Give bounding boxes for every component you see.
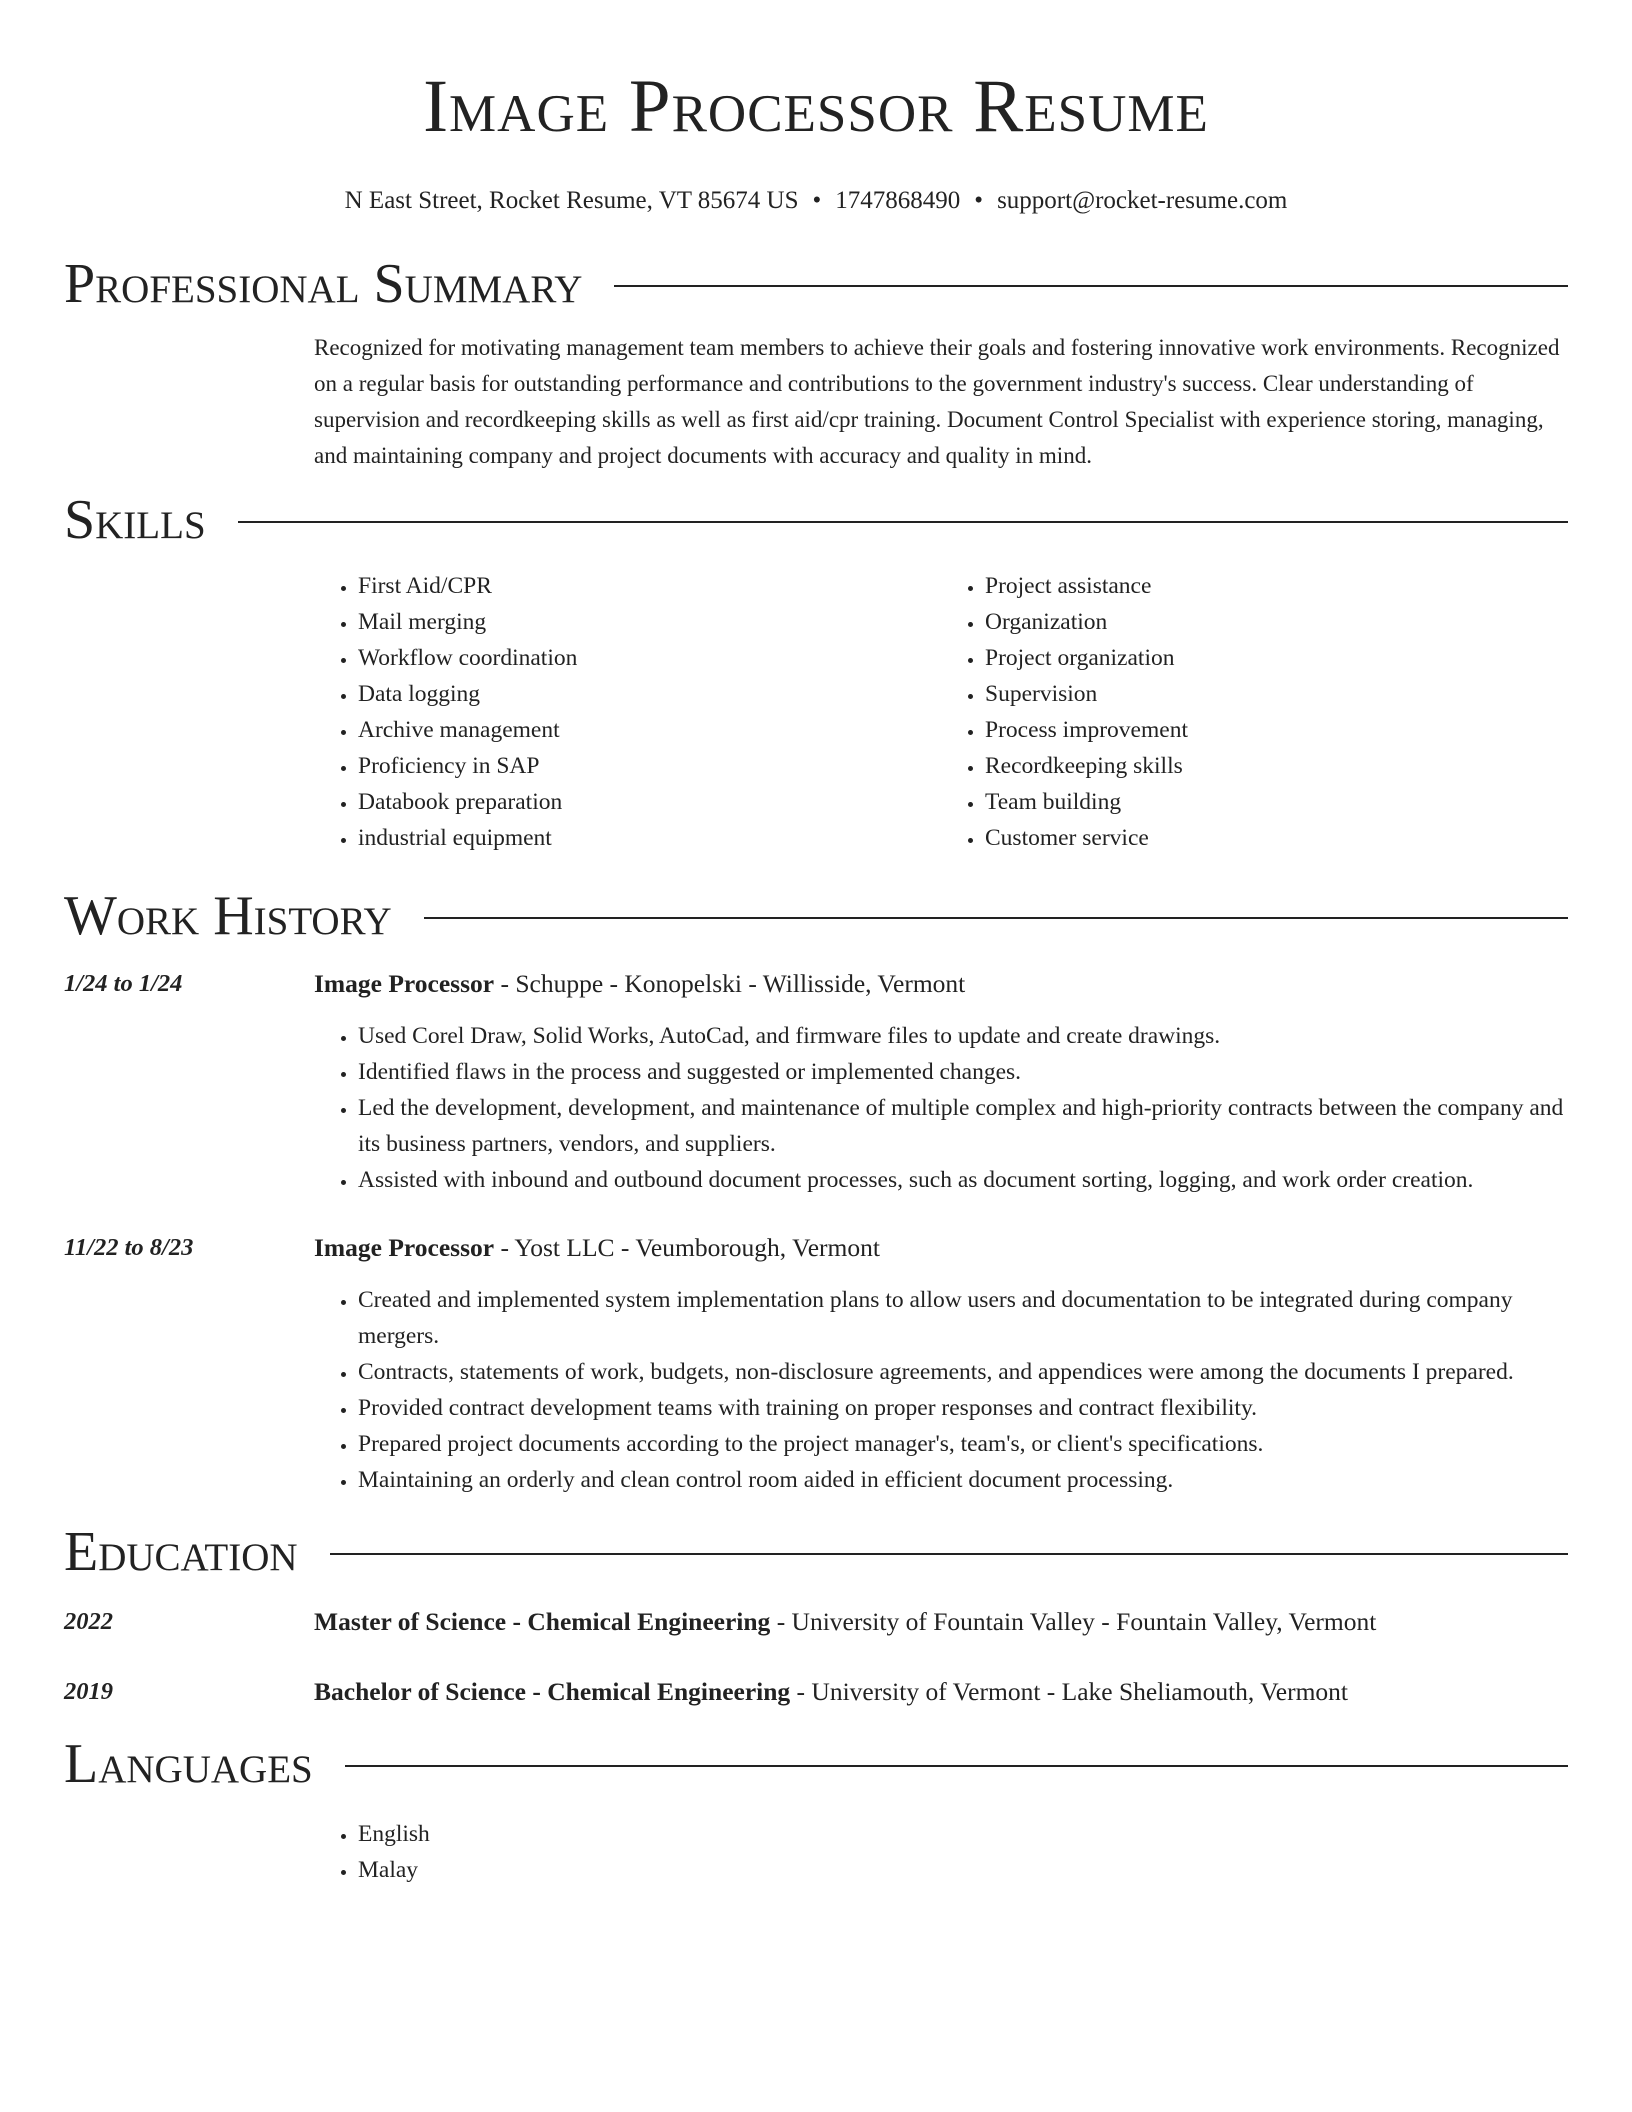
degree: Bachelor of Science - Chemical Engineering xyxy=(314,1677,791,1706)
email: support@rocket-resume.com xyxy=(997,187,1288,214)
language-item: • English xyxy=(358,1816,1568,1852)
separator-dot: • xyxy=(812,187,822,214)
skills-column-right xyxy=(941,568,1568,856)
job-title: Image Processor xyxy=(314,1233,495,1262)
skill-item: • Customer service xyxy=(985,820,1568,856)
degree: Master of Science - Chemical Engineering xyxy=(314,1607,771,1636)
languages-list xyxy=(314,1816,1568,1888)
job-bullet: • Led the development, development, and maintenance of multiple complex and high-priority contracts between the company and its business partners, vendors, and suppliers. xyxy=(358,1090,1568,1162)
skill-item: • Mail merging xyxy=(358,604,941,640)
skill-item: • Proficiency in SAP xyxy=(358,748,941,784)
education-entry xyxy=(64,1604,1568,1640)
skill-item: • industrial equipment xyxy=(358,820,941,856)
skill-item: • Team building xyxy=(985,784,1568,820)
education-details: - University of Vermont - Lake Sheliamouth, Vermont xyxy=(790,1677,1349,1706)
job-title-line xyxy=(314,966,965,1002)
education-details: - University of Fountain Valley - Fountain Valley, Vermont xyxy=(770,1607,1377,1636)
job-details: - Schuppe - Konopelski - Willisside, Vermont xyxy=(494,969,966,998)
contact-line xyxy=(64,186,1568,216)
skill-item: • Project organization xyxy=(985,640,1568,676)
job-dates: 11/22 to 8/23 xyxy=(64,1234,194,1261)
address: N East Street, Rocket Resume, VT 85674 US xyxy=(344,187,799,214)
skills-column-left xyxy=(314,568,941,856)
skills-heading: Skills xyxy=(64,489,206,551)
section-divider xyxy=(424,917,1568,919)
skill-item: • Project assistance xyxy=(985,568,1568,604)
phone: 1747868490 xyxy=(835,187,961,214)
work-section-header xyxy=(64,884,1568,948)
skill-item: • Archive management xyxy=(358,712,941,748)
job-entry xyxy=(64,1230,1568,1498)
job-header xyxy=(64,1230,1568,1266)
job-bullet: • Provided contract development teams with training on proper responses and contract flexibility. xyxy=(358,1390,1568,1426)
job-header xyxy=(64,966,1568,1002)
job-dates: 1/24 to 1/24 xyxy=(64,970,183,997)
job-bullet: • Maintaining an orderly and clean control room aided in efficient document processing. xyxy=(358,1462,1568,1498)
languages-section-header xyxy=(64,1732,1568,1796)
job-bullet: • Used Corel Draw, Solid Works, AutoCad, and firmware files to update and create drawings. xyxy=(358,1018,1568,1054)
languages-heading: Languages xyxy=(64,1733,313,1795)
education-heading: Education xyxy=(64,1521,298,1583)
job-bullet: • Prepared project documents according to the project manager's, team's, or client's specifications. xyxy=(358,1426,1568,1462)
job-bullets xyxy=(314,1282,1568,1498)
job-bullets xyxy=(314,1018,1568,1198)
skills-section-header xyxy=(64,488,1568,552)
summary-section-header xyxy=(64,252,1568,316)
section-divider xyxy=(614,285,1568,287)
skill-item: • Workflow coordination xyxy=(358,640,941,676)
job-bullet: • Assisted with inbound and outbound document processes, such as document sorting, logging, and work order creation. xyxy=(358,1162,1568,1198)
education-section-header xyxy=(64,1520,1568,1584)
job-bullet: • Identified flaws in the process and suggested or implemented changes. xyxy=(358,1054,1568,1090)
education-line xyxy=(314,1604,1376,1640)
job-bullet: • Contracts, statements of work, budgets, non-disclosure agreements, and appendices were among the documents I prepared. xyxy=(358,1354,1568,1390)
resume-title: Image Processor Resume xyxy=(423,65,1209,148)
section-divider xyxy=(238,521,1568,523)
job-bullet: • Created and implemented system implementation plans to allow users and documentation to be integrated during company mergers. xyxy=(358,1282,1568,1354)
summary-heading: Professional Summary xyxy=(64,253,583,315)
education-line xyxy=(314,1674,1348,1710)
skill-item: • First Aid/CPR xyxy=(358,568,941,604)
job-title-line xyxy=(314,1230,880,1266)
resume-page xyxy=(64,0,1568,1888)
separator-dot: • xyxy=(974,187,984,214)
education-year: 2019 xyxy=(64,1678,113,1705)
education-entry xyxy=(64,1674,1568,1710)
section-divider xyxy=(330,1553,1568,1555)
skills-list xyxy=(314,568,1568,856)
language-item: • Malay xyxy=(358,1852,1568,1888)
education-year: 2022 xyxy=(64,1608,113,1635)
skill-item: • Recordkeeping skills xyxy=(985,748,1568,784)
job-title: Image Processor xyxy=(314,969,495,998)
job-entry xyxy=(64,966,1568,1198)
skill-item: • Process improvement xyxy=(985,712,1568,748)
summary-text: Recognized for motivating management team members to achieve their goals and fostering innovative work environments. Recognized on a regular basis for outstanding performance and contributions to the government industry's success. Clear understanding of supervision and recordkeeping skills as well as first aid/cpr training. Document Control Specialist with experience storing, managing, and maintaining company and project documents with accuracy and quality in mind. xyxy=(314,335,1560,468)
skill-item: • Organization xyxy=(985,604,1568,640)
section-divider xyxy=(345,1765,1568,1767)
job-details: - Yost LLC - Veumborough, Vermont xyxy=(494,1233,880,1262)
skill-item: • Data logging xyxy=(358,676,941,712)
work-heading: Work History xyxy=(64,885,392,947)
skill-item: • Supervision xyxy=(985,676,1568,712)
skill-item: • Databook preparation xyxy=(358,784,941,820)
